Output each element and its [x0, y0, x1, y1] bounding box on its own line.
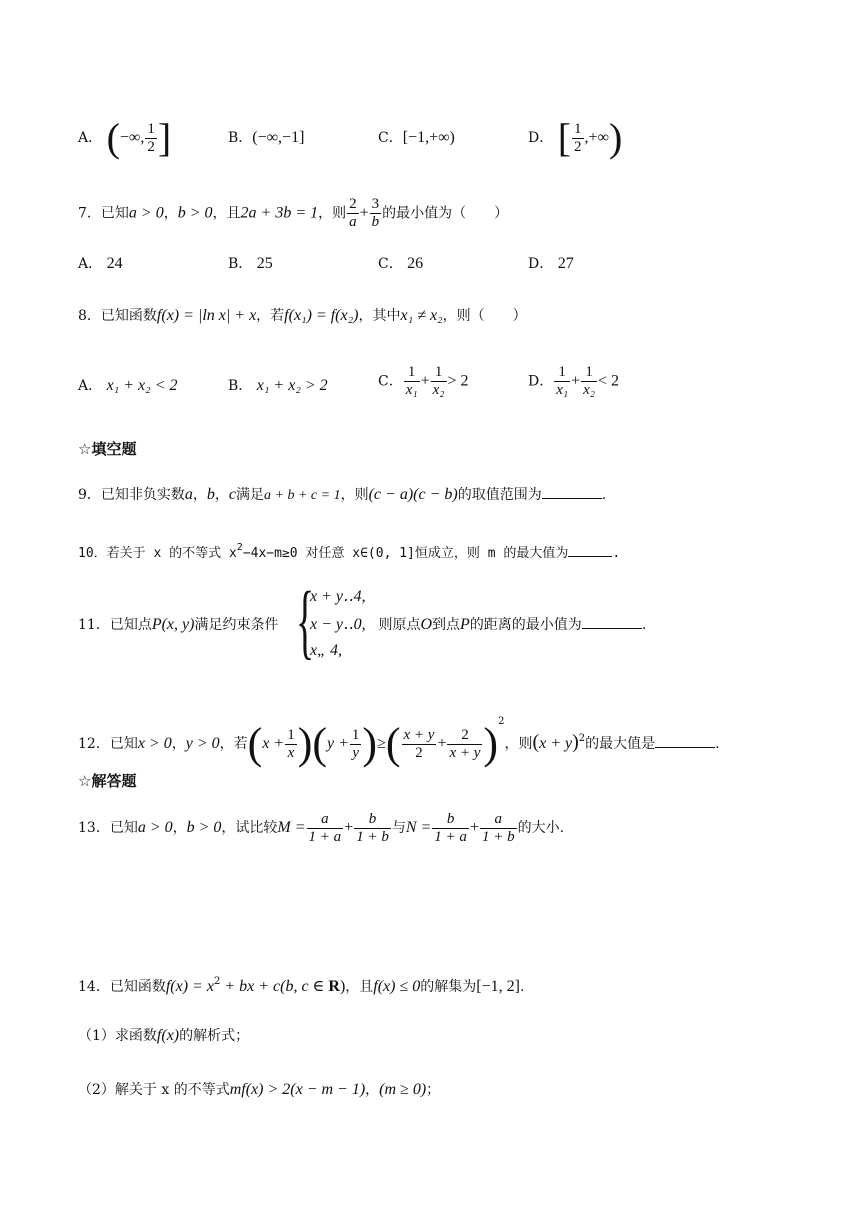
left-paren: (	[106, 115, 120, 160]
question-13: 13．已知a > 0，b > 0，试比较M = $\frac{a}{1 + a}$ + $\frac{b}{1 + b}$ 与N = $\frac{b}{1 + a}$ + $\frac{a}{1 + b}$ 的大小.	[78, 810, 565, 845]
q8-option-c[interactable]: C． $\frac{1}{\text{x₁}}$ + $\frac{1}{\text{x₂}}$ > 2	[378, 364, 469, 398]
q8-option-d[interactable]: D． $\frac{1}{\text{x₁}}$ + $\frac{1}{\text{x₂}}$ < 2	[528, 364, 620, 398]
q7-option-c[interactable]: C． 26	[378, 255, 424, 272]
constraint-3: x„ 4,	[310, 642, 342, 659]
question-14-part-2: （2）解关于 x 的不等式mf(x) > 2(x − m − 1)，(m ≥ 0)；	[78, 1081, 441, 1098]
answer-blank[interactable]	[582, 614, 642, 629]
answer-blank[interactable]	[542, 484, 602, 499]
q6-option-b[interactable]: B．(−∞,−1]	[228, 129, 305, 146]
constraint-2: x − y‥0,	[310, 616, 366, 633]
q6-option-c[interactable]: C．[−1,+∞)	[378, 129, 455, 146]
question-9: 9．已知非负实数a，b，c满足a + b + c = 1，则(c − a)(c − b)的取值范围为 .	[78, 486, 607, 503]
constraint-1: x + y‥4,	[310, 588, 366, 605]
question-14-part-1: （1）求函数f(x)的解析式；	[78, 1027, 250, 1044]
q8-option-a[interactable]: A． x₁ + x₂ < 2	[78, 377, 178, 394]
right-paren: )	[608, 115, 623, 160]
question-12: 12．已知x > 0，y > 0，若(x + $\frac{1}{x}$ )(y + $\frac{1}{y}$ )≥( $\frac{x + y}{2}$ + $\frac{2}{x + y}$ )$^2$，则$(x + y)^2$的最大值是 .	[78, 716, 720, 768]
answer-blank[interactable]	[568, 542, 612, 557]
section-fill-in-blank: ☆填空题	[78, 440, 137, 458]
q6-option-d[interactable]: D． [ $\frac{1}{2}$ ,+∞)	[528, 115, 623, 160]
q6-option-a[interactable]: A． (−∞, $\frac{1}{2}$ ]	[78, 115, 172, 160]
left-bracket: [	[557, 115, 572, 160]
question-7: 7．已知a > 0，b > 0，且2a + 3b = 1，则 $\frac{2}{a}$ + $\frac{3}{b}$ 的最小值为（ ）	[78, 196, 509, 230]
q7-option-b[interactable]: B． 25	[228, 255, 273, 272]
q7-option-d[interactable]: D． 27	[528, 255, 574, 272]
answer-blank[interactable]	[655, 733, 715, 748]
q7-option-a[interactable]: A． 24	[78, 255, 123, 272]
question-8: 8．已知函数f(x) = |ln x| + x，若f(x₁) = f(x₂)，其中x₁ ≠ x₂，则（ ）	[78, 307, 527, 324]
right-bracket: ]	[157, 115, 172, 160]
section-answer: ☆解答题	[78, 772, 137, 790]
system-brace: {	[296, 575, 315, 668]
q8-option-b[interactable]: B． x₁ + x₂ > 2	[228, 377, 328, 394]
question-11: 11．已知点P(x, y)满足约束条件 则原点O到点P的距离的最小值为 .	[78, 616, 647, 633]
question-14: 14．已知函数$f(x) = x^2$ + bx + c(b, c ∈ R)，且f(x) ≤ 0的解集为[−1, 2].	[78, 976, 525, 995]
question-10: 10．若关于 x 的不等式 $x^2-4x-m\ge 0$ 对任意 x∈(0, 1]恒成立，则 m 的最大值为 .	[78, 542, 621, 561]
